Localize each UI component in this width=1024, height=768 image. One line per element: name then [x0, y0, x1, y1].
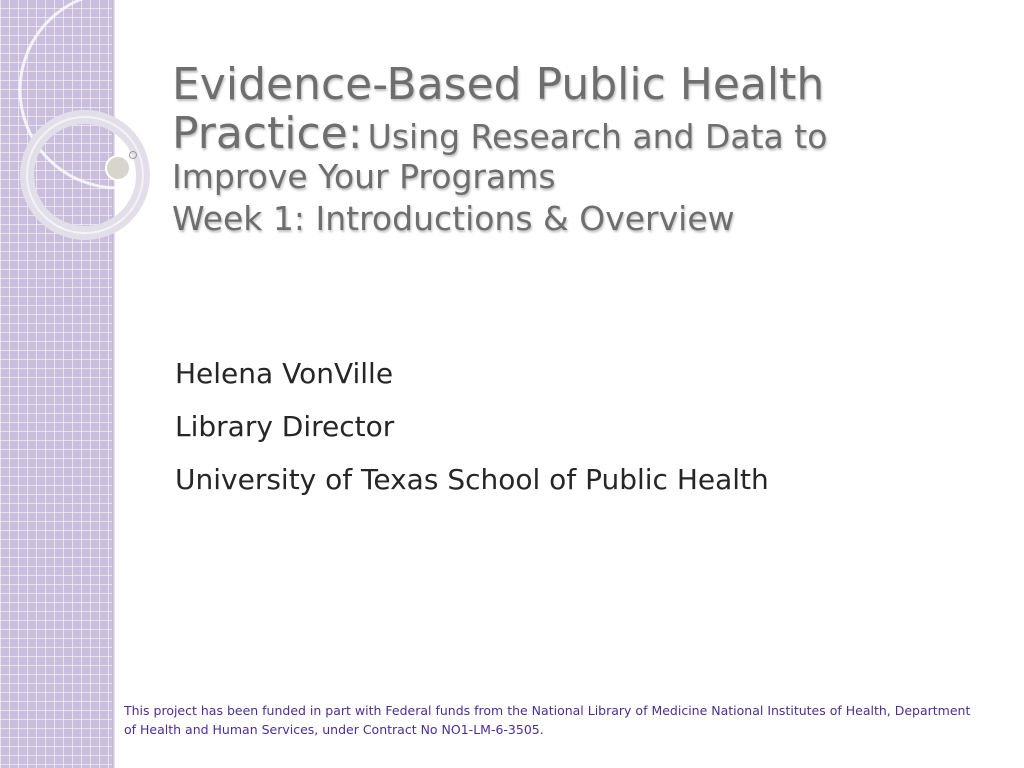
- author-name: Helena VonVille: [175, 357, 394, 390]
- decorative-circles: [0, 0, 180, 320]
- author-role: Library Director: [175, 410, 395, 443]
- title-main: Evidence-Based Public Health Practice:: [172, 59, 825, 160]
- funding-footer: This project has been funded in part with Federal funds from the National Library of Medicine National Institutes of Health, Department of Health and Human Services, under Contract No NO1-LM-6-3505.: [124, 703, 971, 737]
- slide-title: [172, 60, 972, 238]
- decorative-bullet-large: [106, 156, 130, 180]
- slide-subtitle: [175, 354, 975, 513]
- title-week: Week 1: Introductions & Overview: [172, 199, 735, 239]
- author-organization: University of Texas School of Public Health: [175, 463, 769, 496]
- title-sub: Using Research and Data to Improve Your Programs: [172, 117, 828, 196]
